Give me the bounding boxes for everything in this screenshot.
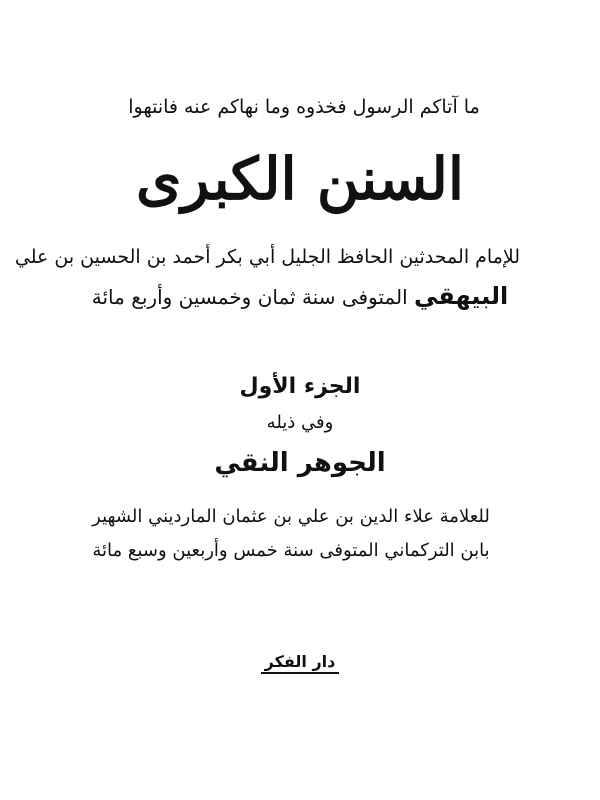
author-name-emphasis: البيهقي	[414, 282, 509, 310]
volume-label: الجزء الأول	[239, 374, 361, 399]
book-title: السنن الكبرى	[135, 145, 465, 213]
author-line-2	[80, 282, 520, 311]
appendix-title: الجوهر النقي	[214, 448, 386, 478]
author-death-date: المتوفى سنة ثمان وخمسين وأربع مائة	[91, 285, 408, 309]
author-line-1: للإمام المحدثين الحافظ الجليل أبي بكر أحمد بن الحسين بن علي	[14, 246, 520, 268]
publisher-logo	[190, 652, 410, 674]
quranic-epigraph: ما آتاكم الرسول فخذوه وما نهاكم عنه فانتهوا	[128, 96, 480, 118]
commentator-line-1: للعلامة علاء الدين بن علي بن عثمان المارديني الشهير	[92, 506, 490, 527]
appendix-intro: وفي ذيله	[266, 412, 334, 433]
commentator-line-2: بابن التركماني المتوفى سنة خمس وأربعين وسبع مائة	[92, 540, 490, 561]
publisher-name: دار الفكر	[261, 652, 340, 674]
